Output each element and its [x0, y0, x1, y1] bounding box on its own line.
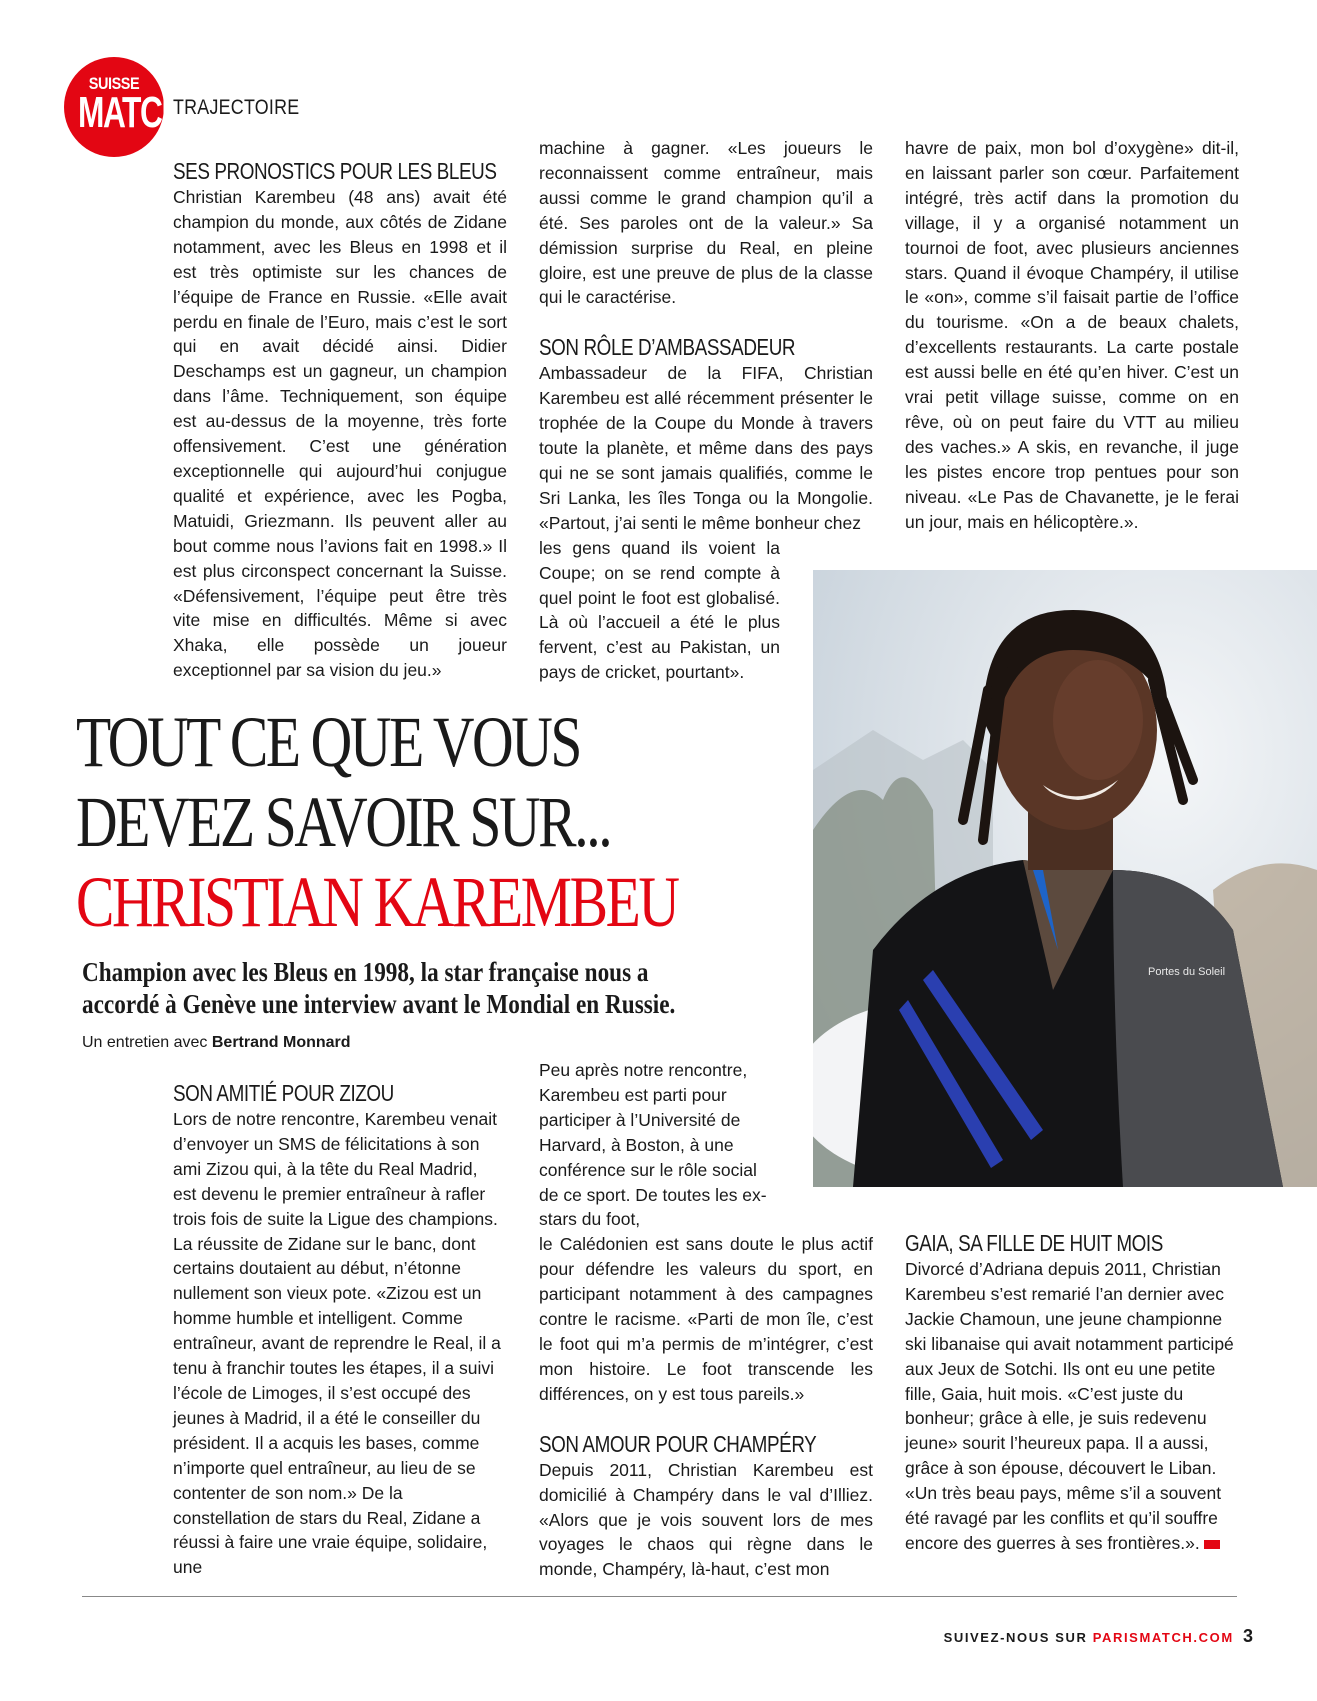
section-text: Depuis 2011, Christian Karembeu est domicilié à Champéry dans le val d’Illiez. «Alors que je vois souvent lors de mes voyages le chaos qui règne dans le monde, Champéry, là-haut, c’est mon: [539, 1459, 873, 1580]
end-mark-icon: [1204, 1540, 1220, 1549]
karembeu-portrait: [813, 570, 1317, 1187]
footer: SUIVEZ-NOUS SUR PARISMATCH.COM 3: [943, 1626, 1253, 1646]
page-number: 3: [1242, 1626, 1253, 1646]
column-gaia: [905, 1230, 1239, 1556]
section-heading: SON AMOUR POUR CHAMPÉRY: [539, 1430, 817, 1457]
section-text: Christian Karembeu (48 ans) avait été champion du monde, aux côtés de Zidane notamment, avec les Bleus en 1998 et il est très optimiste sur les chances de l’équipe de France en Russie. «Elle avait perdu en finale de l’Euro, mais c’est le sort qui en avait décidé ainsi. Didier Deschamps est un gagneur, un champion dans l’âme. Techniquement, son équipe est au-dessus de la moyenne, très forte offensivement. C’est une génération exceptionnelle qui aujourd’hui conjugue qualité et expérience, avec les Pogba, Matuidi, Griezmann. Ils peuvent aller au bout comme nous l’avions fait en 1998.» Il est plus circonspect concernant la Suisse. «Défensivement, l’équipe peut être très vite mise en difficultés. Même si avec Xhaka, elle possède un joueur exceptionnel par sa vision du jeu.»: [173, 187, 507, 681]
headline-name: CHRISTIAN KAREMBEU: [76, 862, 678, 942]
footer-site-link[interactable]: PARISMATCH.COM: [1092, 1630, 1234, 1645]
section-heading: SES PRONOSTICS POUR LES BLEUS: [173, 158, 497, 184]
headline-line: TOUT CE QUE VOUS: [76, 702, 581, 782]
footer-divider: [82, 1596, 1237, 1597]
portrait-photo: [813, 570, 1317, 1187]
section-heading: GAIA, SA FILLE DE HUIT MOIS: [905, 1230, 1163, 1256]
headline: [76, 702, 678, 942]
section-text: Lors de notre rencontre, Karembeu venait d’envoyer un SMS de félicitations à son ami Zizou qui, à la tête du Real Madrid, est devenu le premier entraîneur à rafler trois fois de suite la Ligue des champions. La réussite de Zidane sur le banc, dont certains doutaient au début, n’étonne nullement son vieux pote. «Zizou est un homme humble et intelligent. Comme entraîneur, avant de reprendre le Real, il a tenu à franchir toutes les étapes, il a suivi l’école de Limoges, il s’est occupé des jeunes à Madrid, il a été le conseiller du président. Il a acquis les bases, comme n’importe quel entraîneur, au lieu de se contenter de son nom.» De la constellation de stars du Real, Zidane a réussi à faire une vraie équipe, solidaire, une: [173, 1109, 501, 1578]
byline: Un entretien avec Bertrand Monnard: [82, 1034, 351, 1051]
section-text: le Calédonien est sans doute le plus actif pour défendre les valeurs du sport, en participant notamment à des campagnes contre le racisme. «Parti de mon île, c’est le foot qui m’a permis de m’intégrer, c’est mon histoire. Le foot transcende les différences, on y est tous pareils.»: [539, 1234, 873, 1404]
column-champery-cont: [905, 136, 1239, 535]
section-text: les gens quand ils voient la Coupe; on se rend compte à quel point le foot est globalisé. Là où l’accueil a été le plus fervent, c’est au Pakistan, un pays de cricket, pourtant».: [539, 537, 780, 683]
section-text: havre de paix, mon bol d’oxygène» dit-il, en laissant parler son cœur. Parfaitement intégré, très actif dans la promotion du village, il y a organisé notamment un tournoi de foot, avec plusieurs anciennes stars. Quand il évoque Champéry, il utilise le «on», comme s’il faisait partie de l’office du tourisme. «On a de beaux chalets, d’excellents restaurants. La carte postale est aussi belle en été qu’en hiver. C’est un vrai petit village suisse, comme on en rêve, où on peut faire du VTT au milieu des vaches.» A skis, en revanche, il juge les pistes encore trop pentues pour son niveau. «Le Pas de Chavanette, je le ferai un jour, mais en hélicoptère.».: [905, 138, 1239, 532]
headline-line: DEVEZ SAVOIR SUR...: [76, 782, 611, 862]
section-text: Divorcé d’Adriana depuis 2011, Christian Karembeu s’est remarié l’an dernier avec Jackie Chamoun, une jeune championne ski libanaise qui avait notamment participé aux Jeux de Sotchi. Ils ont eu une petite fille, Gaia, huit mois. «C’est juste du bonheur; grâce à elle, je suis redevenu jeune» sourit l’heureux papa. Il a aussi, grâce à son épouse, découvert le Liban. «Un très beau pays, même s’il a souvent été ravagé par les conflits et qu’il souffre encore des guerres à ses frontières.».: [905, 1259, 1234, 1553]
section-text: Ambassadeur de la FIFA, Christian Karembeu est allé récemment présenter le trophée de la Coupe du Monde à travers toute la planète, et même dans des pays qui ne se sont jamais qualifiés, comme le Sri Lanka, les îles Tonga ou la Mongolie. «Partout, j’ai senti le même bonheur chez: [539, 363, 873, 533]
author: Bertrand Monnard: [211, 1034, 351, 1051]
section-heading: SON RÔLE D’AMBASSADEUR: [539, 334, 796, 361]
suisse-match-logo: SUISSE MATCH: [64, 57, 164, 157]
section-rubric: TRAJECTOIRE: [173, 96, 300, 119]
column-harvard-champery: [539, 1058, 873, 1582]
jacket-logo: Portes du Soleil: [1148, 966, 1226, 978]
standfirst: Champion avec les Bleus en 1998, la star française nous a accordé à Genève une interview avant le Mondial en Russie.: [82, 957, 676, 1019]
section-heading: SON AMITIÉ POUR ZIZOU: [173, 1080, 394, 1106]
column-pronostics: [173, 158, 507, 683]
column-zizou: [173, 1080, 503, 1580]
section-text: Peu après notre rencontre, Karembeu est parti pour participer à l’Université de Harvard, à Boston, à une conférence sur le rôle social de ce sport. De toutes les ex-stars du foot,: [539, 1060, 767, 1230]
section-text: machine à gagner. «Les joueurs le reconnaissent comme entraîneur, mais aussi comme le grand champion qu’il a été. Ses paroles ont de la valeur.» Sa démission surprise du Real, en pleine gloire, est une preuve de plus de la classe qui le caractérise.: [539, 138, 873, 308]
